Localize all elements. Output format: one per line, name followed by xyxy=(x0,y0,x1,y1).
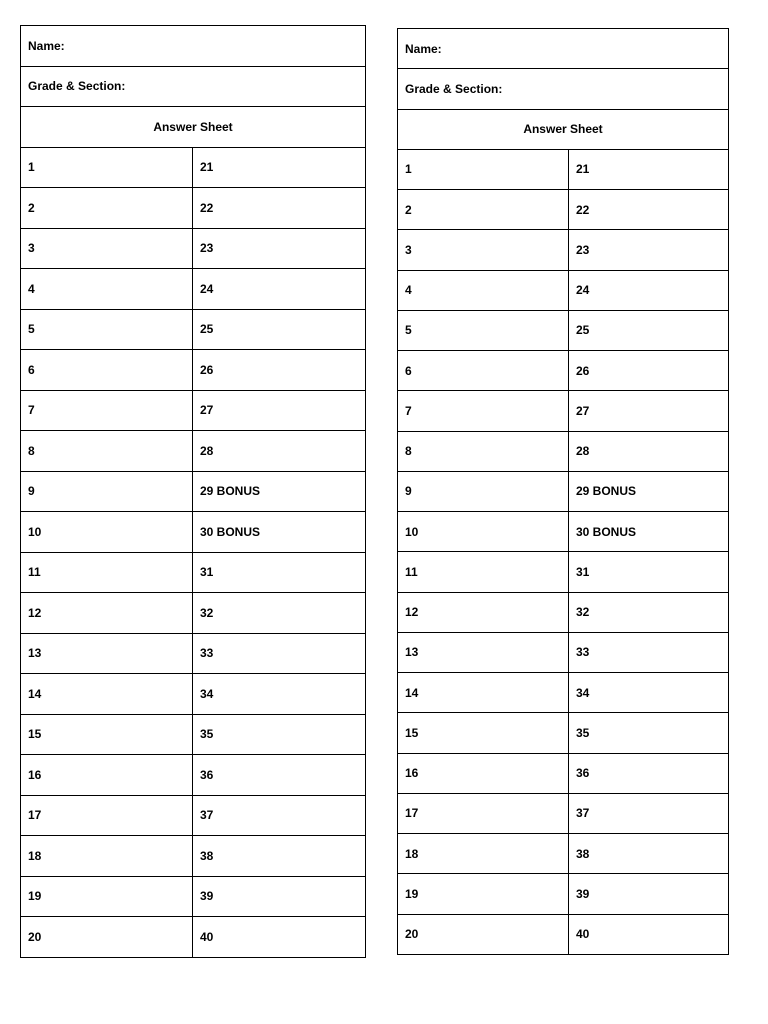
answer-cell[interactable]: 18 xyxy=(398,834,569,874)
answer-cell[interactable]: 2 xyxy=(21,188,193,229)
answer-cell[interactable]: 26 xyxy=(569,351,729,391)
answer-row xyxy=(21,552,366,593)
answer-cell[interactable]: 26 xyxy=(193,350,366,391)
answer-row xyxy=(398,230,729,270)
answer-cell[interactable]: 13 xyxy=(21,633,193,674)
answer-cell[interactable]: 31 xyxy=(569,552,729,592)
answer-cell[interactable]: 3 xyxy=(398,230,569,270)
answer-cell[interactable]: 27 xyxy=(193,390,366,431)
answer-cell[interactable]: 18 xyxy=(21,836,193,877)
answer-row xyxy=(398,149,729,189)
answer-cell[interactable]: 5 xyxy=(21,309,193,350)
answer-cell[interactable]: 21 xyxy=(193,147,366,188)
answer-cell[interactable]: 10 xyxy=(398,512,569,552)
answer-cell[interactable]: 4 xyxy=(398,270,569,310)
answer-cell[interactable]: 30 BONUS xyxy=(193,512,366,553)
answer-row xyxy=(21,471,366,512)
name-field[interactable]: Name: xyxy=(21,26,366,67)
answer-cell[interactable]: 10 xyxy=(21,512,193,553)
answer-rows xyxy=(398,149,729,954)
grade-section-field[interactable]: Grade & Section: xyxy=(398,69,729,109)
answer-row xyxy=(21,390,366,431)
answer-row xyxy=(398,673,729,713)
answer-cell[interactable]: 20 xyxy=(21,917,193,958)
answer-cell[interactable]: 6 xyxy=(21,350,193,391)
answer-cell[interactable]: 33 xyxy=(569,632,729,672)
answer-cell[interactable]: 25 xyxy=(569,310,729,350)
answer-cell[interactable]: 36 xyxy=(569,753,729,793)
answer-row xyxy=(21,309,366,350)
answer-cell[interactable]: 28 xyxy=(569,431,729,471)
answer-row xyxy=(21,714,366,755)
answer-cell[interactable]: 25 xyxy=(193,309,366,350)
answer-row xyxy=(398,632,729,672)
answer-cell[interactable]: 20 xyxy=(398,914,569,954)
answer-cell[interactable]: 1 xyxy=(398,149,569,189)
answer-cell[interactable]: 17 xyxy=(398,793,569,833)
answer-row xyxy=(21,795,366,836)
title-row xyxy=(21,107,366,148)
answer-row xyxy=(21,755,366,796)
answer-cell[interactable]: 15 xyxy=(21,714,193,755)
answer-cell[interactable]: 12 xyxy=(21,593,193,634)
answer-cell[interactable]: 9 xyxy=(21,471,193,512)
answer-row xyxy=(21,512,366,553)
answer-cell[interactable]: 28 xyxy=(193,431,366,472)
answer-cell[interactable]: 5 xyxy=(398,310,569,350)
answer-cell[interactable]: 16 xyxy=(21,755,193,796)
answer-cell[interactable]: 27 xyxy=(569,391,729,431)
answer-cell[interactable]: 23 xyxy=(193,228,366,269)
answer-cell[interactable]: 11 xyxy=(398,552,569,592)
answer-row xyxy=(398,310,729,350)
answer-cell[interactable]: 32 xyxy=(193,593,366,634)
name-row xyxy=(21,26,366,67)
answer-row xyxy=(21,633,366,674)
answer-cell[interactable]: 29 BONUS xyxy=(569,471,729,511)
answer-cell[interactable]: 1 xyxy=(21,147,193,188)
answer-cell[interactable]: 33 xyxy=(193,633,366,674)
answer-cell[interactable]: 22 xyxy=(569,190,729,230)
answer-row xyxy=(398,713,729,753)
answer-row xyxy=(398,351,729,391)
answer-row xyxy=(398,391,729,431)
answer-row xyxy=(398,512,729,552)
grade-section-field[interactable]: Grade & Section: xyxy=(21,66,366,107)
answer-row xyxy=(21,876,366,917)
title-row xyxy=(398,109,729,149)
answer-cell[interactable]: 7 xyxy=(21,390,193,431)
answer-cell[interactable]: 8 xyxy=(21,431,193,472)
answer-cell[interactable]: 9 xyxy=(398,471,569,511)
answer-row xyxy=(21,836,366,877)
answer-row xyxy=(21,228,366,269)
name-field[interactable]: Name: xyxy=(398,29,729,69)
answer-cell[interactable]: 15 xyxy=(398,713,569,753)
answer-cell[interactable]: 3 xyxy=(21,228,193,269)
answer-row xyxy=(398,431,729,471)
answer-cell[interactable]: 17 xyxy=(21,795,193,836)
answer-row xyxy=(21,269,366,310)
answer-row xyxy=(398,793,729,833)
answer-cell[interactable]: 4 xyxy=(21,269,193,310)
grade-section-row xyxy=(398,69,729,109)
answer-cell[interactable]: 30 BONUS xyxy=(569,512,729,552)
answer-cell[interactable]: 2 xyxy=(398,190,569,230)
answer-cell[interactable]: 34 xyxy=(569,673,729,713)
answer-rows xyxy=(21,147,366,957)
answer-cell[interactable]: 29 BONUS xyxy=(193,471,366,512)
answer-cell[interactable]: 39 xyxy=(569,874,729,914)
answer-cell[interactable]: 36 xyxy=(193,755,366,796)
answer-row xyxy=(398,874,729,914)
answer-cell[interactable]: 22 xyxy=(193,188,366,229)
answer-cell[interactable]: 8 xyxy=(398,431,569,471)
answer-cell[interactable]: 37 xyxy=(193,795,366,836)
answer-sheet-title: Answer Sheet xyxy=(21,107,366,148)
answer-cell[interactable]: 24 xyxy=(193,269,366,310)
answer-row xyxy=(21,674,366,715)
answer-row xyxy=(21,147,366,188)
answer-cell[interactable]: 38 xyxy=(193,836,366,877)
answer-row xyxy=(398,753,729,793)
answer-cell[interactable]: 31 xyxy=(193,552,366,593)
answer-cell[interactable]: 34 xyxy=(193,674,366,715)
answer-sheet-left xyxy=(20,25,366,958)
answer-cell[interactable]: 6 xyxy=(398,351,569,391)
answer-cell[interactable]: 21 xyxy=(569,149,729,189)
grade-section-row xyxy=(21,66,366,107)
answer-row xyxy=(21,593,366,634)
answer-cell[interactable]: 19 xyxy=(21,876,193,917)
answer-cell[interactable]: 35 xyxy=(569,713,729,753)
answer-cell[interactable]: 14 xyxy=(398,673,569,713)
answer-row xyxy=(398,592,729,632)
answer-row xyxy=(398,190,729,230)
answer-cell[interactable]: 37 xyxy=(569,793,729,833)
answer-row xyxy=(21,917,366,958)
answer-row xyxy=(21,431,366,472)
answer-cell[interactable]: 40 xyxy=(569,914,729,954)
answer-cell[interactable]: 7 xyxy=(398,391,569,431)
answer-row xyxy=(398,914,729,954)
answer-cell[interactable]: 23 xyxy=(569,230,729,270)
name-row xyxy=(398,29,729,69)
answer-cell[interactable]: 13 xyxy=(398,632,569,672)
answer-cell[interactable]: 11 xyxy=(21,552,193,593)
answer-cell[interactable]: 32 xyxy=(569,592,729,632)
answer-cell[interactable]: 24 xyxy=(569,270,729,310)
answer-cell[interactable]: 39 xyxy=(193,876,366,917)
answer-cell[interactable]: 40 xyxy=(193,917,366,958)
answer-row xyxy=(398,471,729,511)
answer-sheet-right xyxy=(397,28,729,955)
answer-cell[interactable]: 14 xyxy=(21,674,193,715)
answer-row xyxy=(21,350,366,391)
answer-cell[interactable]: 16 xyxy=(398,753,569,793)
answer-cell[interactable]: 35 xyxy=(193,714,366,755)
answer-row xyxy=(398,834,729,874)
answer-cell[interactable]: 12 xyxy=(398,592,569,632)
answer-sheet-title: Answer Sheet xyxy=(398,109,729,149)
answer-cell[interactable]: 38 xyxy=(569,834,729,874)
answer-row xyxy=(21,188,366,229)
answer-row xyxy=(398,552,729,592)
answer-row xyxy=(398,270,729,310)
answer-cell[interactable]: 19 xyxy=(398,874,569,914)
